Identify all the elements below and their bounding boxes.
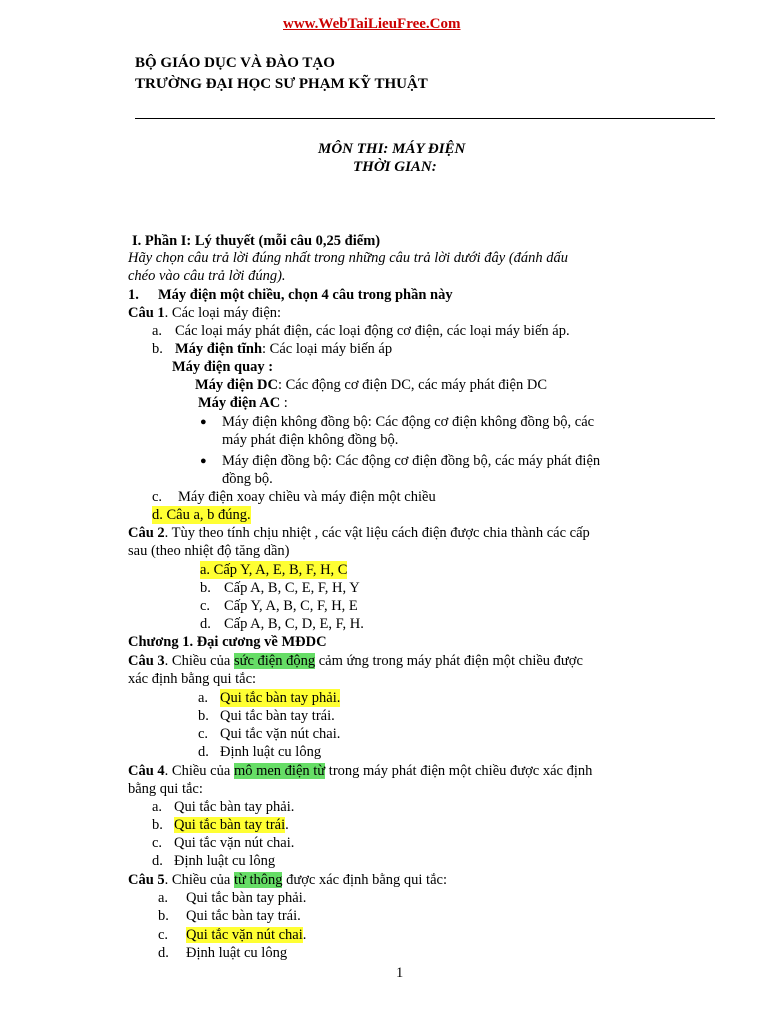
q2-option-c-text: Cấp Y, A, B, C, F, H, E: [224, 598, 358, 614]
q4-highlight: mô men điện từ: [233, 763, 326, 779]
q5-option-c-tail: .: [302, 927, 307, 943]
q3-option-d-text: Định luật cu lông: [220, 744, 322, 760]
q2-option-c-letter[interactable]: c.: [200, 598, 211, 614]
q2-option-d-letter[interactable]: d.: [200, 616, 211, 632]
q1-label: Câu 1: [128, 305, 165, 321]
q5-option-c-highlight: Qui tắc vặn nút chai: [186, 927, 303, 943]
university-heading: TRƯỜNG ĐẠI HỌC SƯ PHẠM KỸ THUẬT: [135, 76, 428, 92]
q3-highlight: sức điện động: [233, 653, 316, 669]
q4-option-b-highlight: Qui tắc bàn tay trái: [174, 817, 286, 833]
q5-option-c-letter[interactable]: c.: [158, 927, 169, 943]
q2-stem-line2: sau (theo nhiệt độ tăng dần): [128, 543, 290, 559]
q3-option-d-letter[interactable]: d.: [198, 744, 209, 760]
q2-option-d-text: Cấp A, B, C, D, E, F, H.: [224, 616, 364, 632]
q2-text: . Tùy theo tính chịu nhiệt , các vật liệu cách điện được chia thành các cấp: [164, 525, 590, 541]
q1-option-b-letter[interactable]: b.: [152, 341, 163, 357]
q4-option-c-text: Qui tắc vặn nút chai.: [174, 835, 295, 851]
q3-option-c-text: Qui tắc vặn nút chai.: [220, 726, 341, 742]
q4-option-b-tail: .: [285, 817, 289, 833]
part1-title: I. Phần I: Lý thuyết (mỗi câu 0,25 điểm): [132, 233, 381, 249]
q1-dc-desc: : Các động cơ điện DC, các máy phát điện DC: [277, 377, 547, 393]
q5-option-c-answer[interactable]: [186, 926, 306, 944]
header-divider: [135, 118, 715, 119]
q5-stem: [128, 871, 447, 889]
q2-option-a-answer[interactable]: a. Cấp Y, A, E, B, F, H, C: [200, 562, 348, 578]
q3-option-a-letter[interactable]: a.: [198, 690, 209, 706]
q3-stem-line2: xác định bằng qui tắc:: [128, 671, 257, 687]
q1-static-machines: Máy điện tĩnh: [175, 341, 263, 357]
q5-option-d-letter[interactable]: d.: [158, 945, 169, 961]
q1-option-a-letter[interactable]: a.: [152, 323, 163, 339]
page-number: 1: [396, 965, 404, 981]
q2-option-b-letter[interactable]: b.: [200, 580, 211, 596]
q3-pre: . Chiều của: [164, 653, 234, 669]
q1-static-machines-desc: : Các loại máy biến áp: [262, 341, 393, 357]
q2-label: Câu 2: [128, 525, 165, 541]
q3-post: cảm ứng trong máy phát điện một chiều được: [315, 653, 583, 669]
q5-option-b-text: Qui tắc bàn tay trái.: [186, 908, 301, 924]
q3-option-b-letter[interactable]: b.: [198, 708, 209, 724]
q5-highlight: từ thông: [233, 872, 283, 888]
q1-dc-machines: [195, 376, 547, 394]
section1-number: 1.: [128, 287, 139, 303]
q3-option-b-text: Qui tắc bàn tay trái.: [220, 708, 335, 724]
q4-option-a-letter[interactable]: a.: [152, 799, 163, 815]
q5-option-a-letter[interactable]: a.: [158, 890, 169, 906]
q1-option-c-text: Máy điện xoay chiều và máy điện một chiều: [178, 489, 436, 505]
q5-option-b-letter[interactable]: b.: [158, 908, 169, 924]
exam-subject: MÔN THI: MÁY ĐIỆN: [318, 141, 466, 157]
q3-option-a-answer[interactable]: Qui tắc bàn tay phải.: [220, 690, 341, 706]
q1-option-c-letter[interactable]: c.: [152, 489, 163, 505]
q1-option-b-text: [175, 340, 392, 358]
exam-time: THỜI GIAN:: [353, 159, 437, 175]
ministry-heading: BỘ GIÁO DỤC VÀ ĐÀO TẠO: [135, 55, 335, 71]
q4-stem-line1: [128, 762, 592, 780]
part1-instruction-line2: chéo vào câu trả lời đúng).: [128, 268, 286, 284]
q1-text: . Các loại máy điện:: [164, 305, 282, 321]
q4-option-d-text: Định luật cu lông: [174, 853, 276, 869]
q5-post: được xác định bằng qui tắc:: [282, 872, 447, 888]
q1-bullet2-line1: Máy điện đồng bộ: Các động cơ điện đồng bộ, các máy phát điện: [222, 453, 601, 469]
bullet-icon: ●: [200, 416, 207, 428]
q5-option-a-text: Qui tắc bàn tay phải.: [186, 890, 307, 906]
q4-option-d-letter[interactable]: d.: [152, 853, 163, 869]
q4-option-a-text: Qui tắc bàn tay phải.: [174, 799, 295, 815]
q2-option-b-text: Cấp A, B, C, E, F, H, Y: [224, 580, 360, 596]
q4-option-c-letter[interactable]: c.: [152, 835, 163, 851]
q1-option-a-text: Các loại máy phát điện, các loại động cơ điện, các loại máy biến áp.: [175, 323, 570, 339]
q1-dc-label: Máy điện DC: [195, 377, 278, 393]
q4-pre: . Chiều của: [164, 763, 234, 779]
q3-option-c-letter[interactable]: c.: [198, 726, 209, 742]
q1-bullet1-line1: Máy điện không đồng bộ: Các động cơ điện không đồng bộ, các: [222, 414, 595, 430]
bullet-icon: ●: [200, 455, 207, 467]
q1-rotating-machines: Máy điện quay :: [172, 359, 274, 375]
q5-option-d-text: Định luật cu lông: [186, 945, 288, 961]
section1-title: Máy điện một chiều, chọn 4 câu trong phần này: [158, 287, 453, 303]
site-url-link[interactable]: www.WebTaiLieuFree.Com: [283, 16, 461, 32]
q1-option-d-answer[interactable]: d. Câu a, b đúng.: [152, 507, 251, 523]
q3-stem-line1: [128, 652, 583, 670]
part1-instruction-line1: Hãy chọn câu trả lời đúng nhất trong những câu trả lời dưới đây (đánh dấu: [128, 250, 569, 266]
q4-stem-line2: bằng qui tắc:: [128, 781, 203, 797]
q2-stem-line1: [128, 524, 590, 542]
q5-label: Câu 5: [128, 872, 165, 888]
q1-bullet1-line2: máy phát điện không đồng bộ.: [222, 432, 399, 448]
q1-bullet2-line2: đồng bộ.: [222, 471, 273, 487]
q1-stem: [128, 304, 281, 322]
q5-pre: . Chiều của: [164, 872, 234, 888]
q1-ac-desc: :: [280, 395, 288, 411]
q1-ac-machines: [198, 394, 288, 412]
q4-option-b-answer[interactable]: [174, 816, 289, 834]
chapter1-title: Chương 1. Đại cương về MĐDC: [128, 634, 327, 650]
q3-label: Câu 3: [128, 653, 165, 669]
q1-ac-label: Máy điện AC: [198, 395, 281, 411]
q4-option-b-letter[interactable]: b.: [152, 817, 163, 833]
q4-post: trong máy phát điện một chiều được xác định: [325, 763, 593, 779]
q4-label: Câu 4: [128, 763, 165, 779]
